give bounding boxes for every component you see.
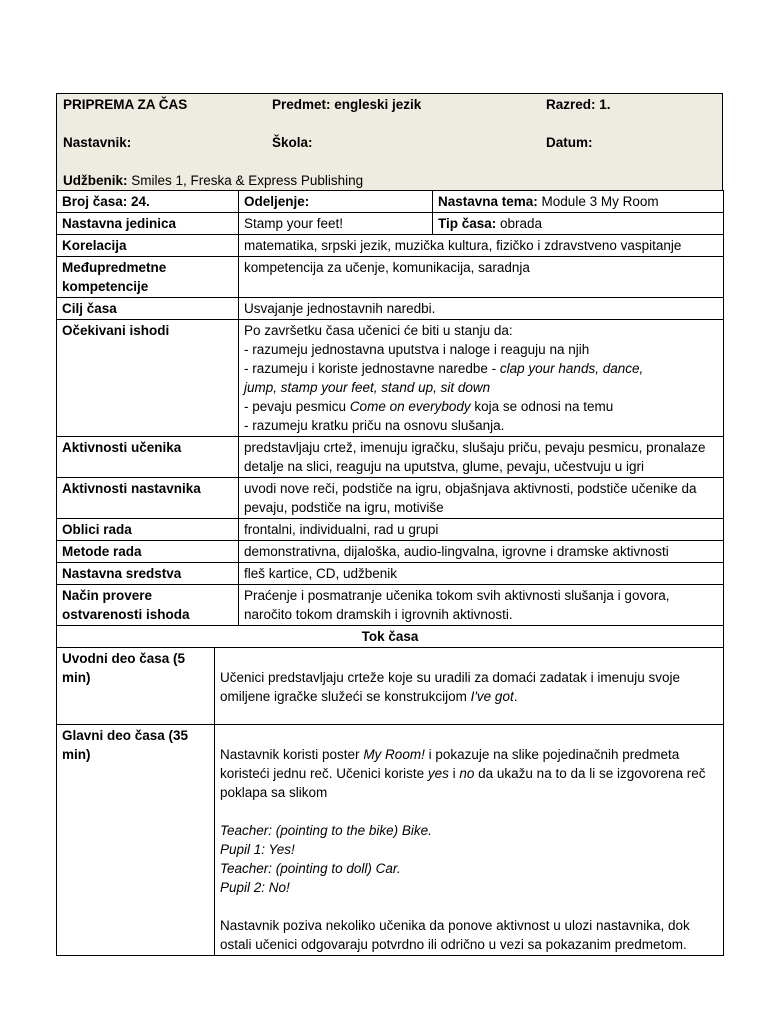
text-line: detalje na slici, reaguju na uputstva, glume, pevaju, učestvuju u igri bbox=[244, 459, 644, 474]
header-table bbox=[56, 93, 723, 191]
text-line: - pevaju pesmicu Come on everybody koja se odnosi na temu bbox=[244, 399, 614, 414]
phase-content bbox=[215, 648, 724, 725]
table-row bbox=[57, 519, 724, 541]
row-value: Usvajanje jednostavnih naredbi. bbox=[239, 298, 724, 320]
text-line: jump, stamp your feet, stand up, sit down bbox=[244, 380, 491, 395]
row-label: Cilj časa bbox=[57, 298, 239, 320]
text-line: Praćenje i posmatranje učenika tokom svih aktivnosti slušanja i govora, bbox=[244, 588, 670, 603]
lesson-type-label: Tip časa: bbox=[438, 216, 497, 231]
details-table bbox=[56, 234, 724, 648]
table-row bbox=[57, 257, 724, 298]
textbook-label: Udžbenik: bbox=[63, 173, 128, 188]
topic-label: Nastavna tema: bbox=[438, 194, 538, 209]
row-label: Oblici rada bbox=[57, 519, 239, 541]
header-cell bbox=[57, 94, 723, 191]
text-line: - razumeju kratku priču na osnovu slušanja. bbox=[244, 418, 505, 433]
row-value: frontalni, individualni, rad u grupi bbox=[239, 519, 724, 541]
topic bbox=[433, 191, 724, 213]
dialogue-line: Teacher: (pointing to the bike) Bike. bbox=[220, 823, 432, 838]
doc-title: PRIPREMA ZA ČAS bbox=[63, 97, 188, 112]
dialogue-line: Pupil 2: No! bbox=[220, 880, 290, 895]
table-row bbox=[57, 541, 724, 563]
date-label: Datum: bbox=[546, 135, 593, 150]
text-line: ostali učenici odgovaraju potvrdno ili odrično u vezi sa pokazanim predmetom. bbox=[220, 937, 687, 952]
lesson-plan bbox=[56, 93, 723, 956]
row-label bbox=[57, 585, 239, 626]
textbook-value: Smiles 1, Freska & Express Publishing bbox=[127, 173, 364, 188]
row-label-line: ostvarenosti ishoda bbox=[62, 607, 190, 622]
text-line: Nastavnik poziva nekoliko učenika da ponove aktivnost u ulozi nastavnika, dok bbox=[220, 918, 690, 933]
row-label: Nastavna sredstva bbox=[57, 563, 239, 585]
table-row bbox=[57, 648, 724, 725]
school-label: Škola: bbox=[272, 135, 313, 150]
text-line: pevaju, podstiče na igru, motiviše bbox=[244, 500, 444, 515]
phase-label: Glavni deo časa (35 min) bbox=[57, 725, 215, 956]
row-value bbox=[239, 437, 724, 478]
row-label bbox=[57, 257, 239, 298]
text-line: - razumeju i koriste jednostavne naredbe - clap your hands, dance, bbox=[244, 361, 644, 376]
row-value: kompetencija za učenje, komunikacija, saradnja bbox=[239, 257, 724, 298]
text-line: Po završetku časa učenici će biti u stanju da: bbox=[244, 323, 513, 338]
row-value bbox=[239, 320, 724, 437]
table-row bbox=[57, 478, 724, 519]
text-line: Nastavnik koristi poster My Room! i pokazuje na slike pojedinačnih predmeta bbox=[220, 747, 680, 762]
table-row bbox=[57, 437, 724, 478]
text-line: Učenici predstavljaju crteže koje su uradili za domaći zadatak i imenuju svoje bbox=[220, 670, 680, 685]
lesson-type-value: obrada bbox=[496, 216, 543, 231]
dialogue-line: Pupil 1: Yes! bbox=[220, 842, 295, 857]
row-value bbox=[239, 585, 724, 626]
row-label-line: Način provere bbox=[62, 588, 153, 603]
table-row bbox=[57, 626, 724, 648]
phase-label: Uvodni deo časa (5 min) bbox=[57, 648, 215, 725]
table-row bbox=[57, 585, 724, 626]
text-line: omiljene igračke služeći se konstrukcijom I've got. bbox=[220, 689, 518, 704]
lesson-type bbox=[433, 213, 724, 235]
table-row bbox=[57, 725, 724, 956]
dialogue-line: Teacher: (pointing to doll) Car. bbox=[220, 861, 401, 876]
phase-content bbox=[215, 725, 724, 956]
unit-label: Nastavna jedinica bbox=[57, 213, 239, 235]
row-label: Očekivani ishodi bbox=[57, 320, 239, 437]
topic-value: Module 3 My Room bbox=[537, 194, 659, 209]
row-label: Aktivnosti nastavnika bbox=[57, 478, 239, 519]
table-row bbox=[57, 320, 724, 437]
row-label: Metode rada bbox=[57, 541, 239, 563]
lesson-flow-table bbox=[56, 647, 724, 956]
text-line: predstavljaju crtež, imenuju igračku, slušaju priču, pevaju pesmicu, pronalaze bbox=[244, 440, 706, 455]
row-value: matematika, srpski jezik, muzička kultura, fizičko i zdravstveno vaspitanje bbox=[239, 235, 724, 257]
subject-label: Predmet: engleski jezik bbox=[272, 97, 422, 112]
table-row bbox=[57, 213, 724, 235]
table-row bbox=[57, 191, 724, 213]
teacher-label: Nastavnik: bbox=[63, 135, 132, 150]
section-title: Tok časa bbox=[57, 626, 724, 648]
lesson-number: Broj časa: 24. bbox=[57, 191, 239, 213]
row-label: Korelacija bbox=[57, 235, 239, 257]
text-line: koristeći jednu reč. Učenici koriste yes i no da ukažu na to da li se izgovorena reč bbox=[220, 766, 706, 781]
row-label: Aktivnosti učenika bbox=[57, 437, 239, 478]
text-line: poklapa sa slikom bbox=[220, 785, 328, 800]
row-value: fleš kartice, CD, udžbenik bbox=[239, 563, 724, 585]
unit-value: Stamp your feet! bbox=[239, 213, 433, 235]
table-row bbox=[57, 563, 724, 585]
class-label: Odeljenje: bbox=[239, 191, 433, 213]
textbook bbox=[63, 171, 716, 190]
table-row bbox=[57, 298, 724, 320]
info-table bbox=[56, 190, 724, 235]
row-value bbox=[239, 478, 724, 519]
row-label-line: kompetencije bbox=[62, 279, 149, 294]
text-line: - razumeju jednostavna uputstva i naloge i reaguju na njih bbox=[244, 342, 590, 357]
text-line: naročito tokom dramskih i igrovnih aktivnosti. bbox=[244, 607, 513, 622]
row-value: demonstrativna, dijaloška, audio-lingvalna, igrovne i dramske aktivnosti bbox=[239, 541, 724, 563]
table-row bbox=[57, 235, 724, 257]
text-line: uvodi nove reči, podstiče na igru, objašnjava aktivnosti, podstiče učenike da bbox=[244, 481, 697, 496]
grade-label: Razred: 1. bbox=[546, 97, 611, 112]
row-label-line: Međupredmetne bbox=[62, 260, 167, 275]
